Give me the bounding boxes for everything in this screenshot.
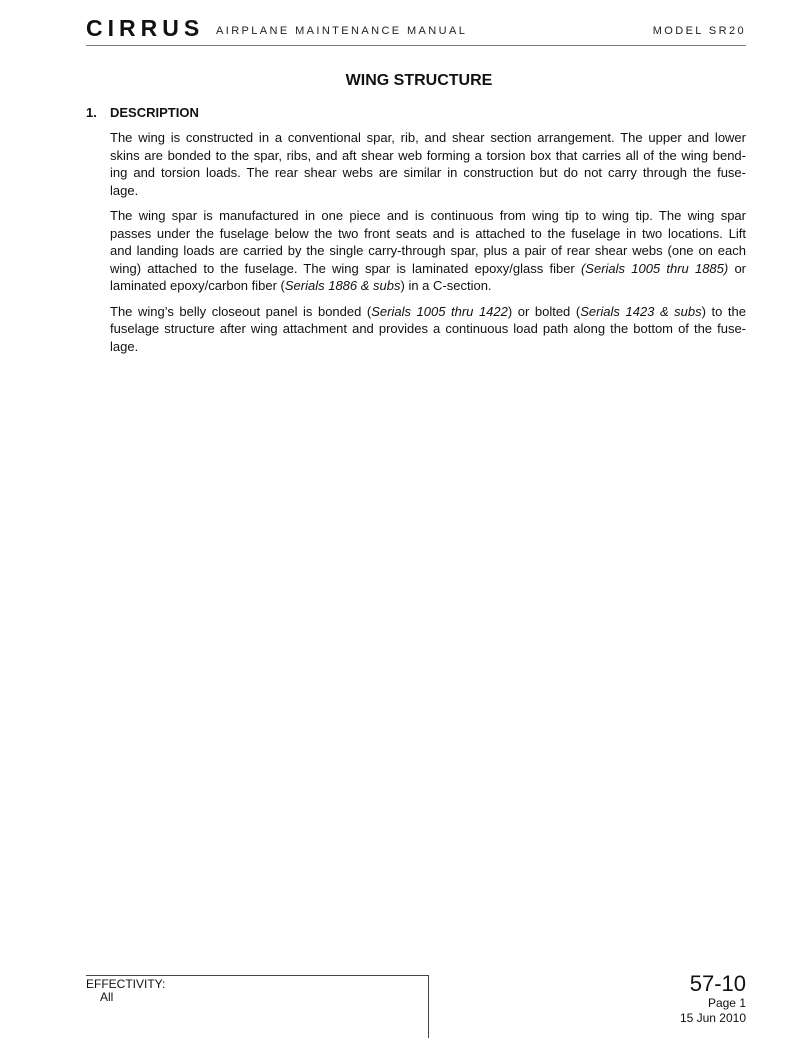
chapter-number: 57-10 [689,971,746,996]
section-number: 1. [86,105,97,120]
section-title: DESCRIPTION [110,105,199,120]
brand-logo: CIRRUS [86,15,205,41]
text-line [110,277,746,295]
text-line: fuselage structure after wing attachment and provides a continuous load path along the bottom of the fuse- [110,321,746,336]
text-fragment: The wing’s belly closeout panel is bonded ( [110,303,372,319]
serial-range: Serials 1423 & subs [580,303,702,319]
effectivity-value: All [100,990,114,1004]
page-footer-info [680,972,746,1026]
serial-range: Serials 1005 thru 1422 [371,303,508,319]
text-line: passes under the fuselage below the two front seats and is attached to the fuselage in two locations. Lift [110,225,746,241]
manual-title: AIRPLANE MAINTENANCE MANUAL [216,25,468,37]
page-header [86,15,746,46]
text-fragment: ) in a C-section. [400,278,492,293]
text-fragment: or [728,260,746,276]
revision-date: 15 Jun 2010 [679,1011,746,1025]
page-title: WING STRUCTURE [345,72,493,89]
text-line [110,260,746,278]
effectivity-label: EFFECTIVITY: [86,977,166,991]
text-line: The wing is constructed in a conventional spar, rib, and shear section arrangement. The upper and lower [110,130,746,145]
serial-range: Serials 1886 & subs [284,278,401,293]
text-line: lage. [110,182,139,198]
text-line: The wing spar is manufactured in one piece and is continuous from wing tip to wing tip. The wing spar [110,208,746,223]
effectivity-box [86,975,429,1038]
text-line: ing and torsion loads. The rear shear webs are similar in construction but do not carry through the fuse- [110,165,746,180]
paragraph-2 [110,207,746,295]
text-line: lage. [110,338,139,354]
text-fragment: laminated epoxy/carbon fiber ( [110,278,285,293]
body-text [110,129,746,363]
text-fragment: wing) attached to the fuselage. The wing spar is laminated epoxy/glass fiber [110,260,581,276]
paragraph-1 [110,129,746,199]
text-line: and landing loads are carried by the single carry-through spar, plus a pair of rear shear webs (one on each [110,243,746,258]
model-label: MODEL SR20 [652,25,746,37]
text-line: skins are bonded to the spar, ribs, and aft shear web forming a torsion box that carries all of the wing bend- [110,147,746,163]
text-fragment: ) or bolted ( [507,303,581,319]
page-number: Page 1 [707,996,746,1010]
text-line [110,303,746,321]
text-fragment: ) to the [701,303,746,319]
paragraph-3 [110,303,746,356]
serial-range: (Serials 1005 thru 1885) [580,260,729,276]
section-heading [86,105,199,120]
